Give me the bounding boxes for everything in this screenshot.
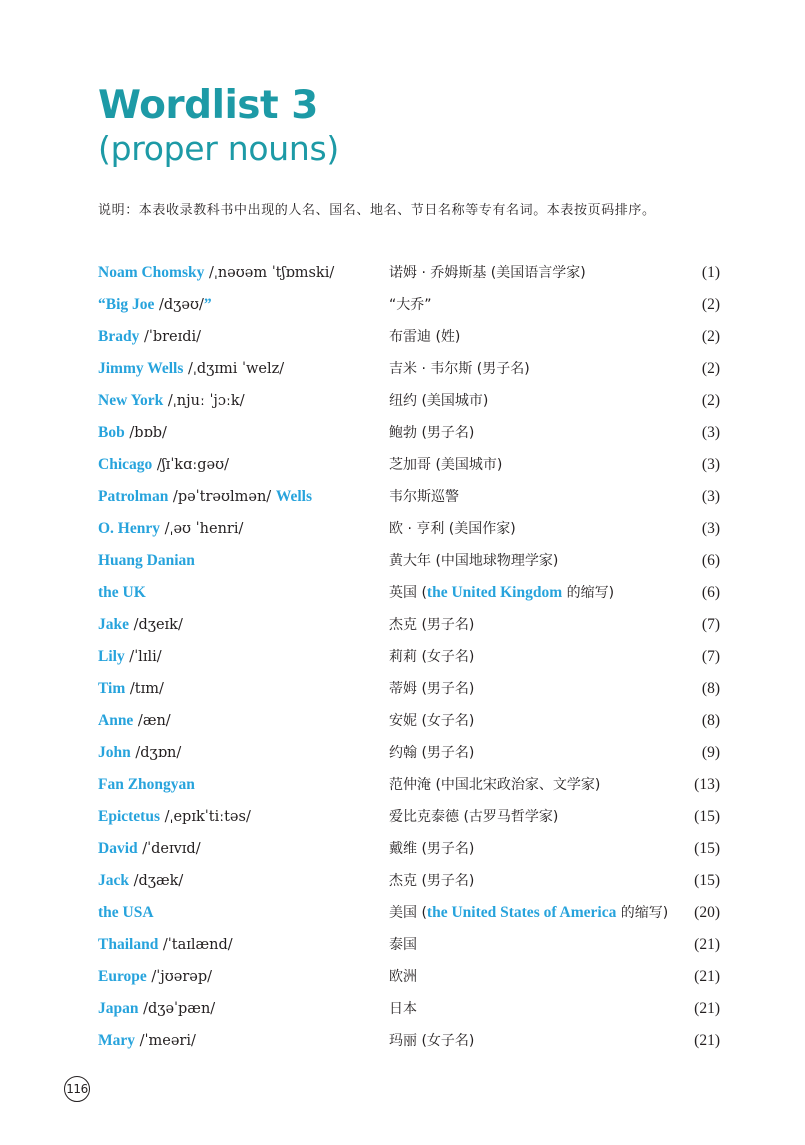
chinese-gloss [389,833,474,865]
gloss-text: 布雷迪 (姓) [389,329,461,345]
page-reference: (3) [701,488,720,505]
english-term [98,833,201,865]
gloss-highlight: the United Kingdom [426,584,563,601]
english-term [98,481,312,513]
gloss-text: 英国 ( [389,585,427,601]
phonetic: /ˈdeɪvɪd/ [137,841,201,857]
page-reference: (3) [701,424,720,441]
english-term [98,353,284,385]
headword: Jack [98,872,129,889]
english-term [98,673,164,705]
wordlist-entry [98,801,720,833]
page-reference: (2) [701,360,720,377]
english-term [98,993,215,1025]
page-reference: (21) [694,936,720,953]
page-reference: (6) [701,552,720,569]
phonetic: /ˌnjuː ˈjɔːk/ [163,393,245,409]
page-reference: (15) [694,808,720,825]
chinese-gloss [389,513,516,545]
english-term [98,609,183,641]
phonetic: /ˈbreɪdi/ [139,329,202,345]
chinese-gloss [389,865,474,897]
phonetic: /ˌəʊ ˈhenri/ [160,521,244,537]
gloss-text: 纽约 (美国城市) [389,393,489,409]
wordlist-entry [98,577,720,609]
chinese-gloss [389,673,474,705]
chinese-gloss [389,993,417,1025]
wordlist-entry [98,321,720,353]
page-reference: (21) [694,1000,720,1017]
gloss-text: 欧 · 亨利 (美国作家) [389,521,516,537]
english-term [98,865,183,897]
headword: Epictetus [98,808,160,825]
headword: Thailand [98,936,159,953]
english-term [98,801,251,833]
headword: Anne [98,712,134,729]
page-reference: (7) [701,648,720,665]
phonetic: /tɪm/ [125,681,164,697]
phonetic: /dʒəˈpæn/ [138,1001,216,1017]
gloss-text: 安妮 (女子名) [389,713,475,729]
english-term [98,257,334,289]
page-reference: (6) [701,584,720,601]
chinese-gloss [389,321,460,353]
page-reference: (13) [694,776,720,793]
headword: Bob [98,424,125,441]
chinese-gloss [389,577,614,609]
gloss-text: 蒂姆 (男子名) [389,681,475,697]
gloss-text: 诺姆 · 乔姆斯基 (美国语言学家) [389,265,586,281]
wordlist-entry [98,897,720,929]
page-subtitle: (proper nouns) [98,129,339,168]
wordlist-entry [98,481,720,513]
page-reference: (2) [701,328,720,345]
wordlist-entry [98,705,720,737]
page-reference: (3) [701,456,720,473]
page-reference: (15) [694,840,720,857]
chinese-gloss [389,897,668,929]
headword: Jake [98,616,129,633]
chinese-gloss [389,769,600,801]
wordlist-entry [98,545,720,577]
page-reference: (9) [701,744,720,761]
chinese-gloss [389,289,432,321]
headword: Patrolman [98,488,169,505]
english-term [98,705,171,737]
wordlist-entry [98,929,720,961]
phonetic: /ˈlɪli/ [124,649,162,665]
phonetic: /bɒb/ [124,425,167,441]
english-term [98,897,154,929]
chinese-gloss [389,609,474,641]
gloss-text: 戴维 (男子名) [389,841,475,857]
headword: Jimmy Wells [98,360,184,377]
headword: Europe [98,968,147,985]
phonetic: /dʒeɪk/ [129,617,183,633]
gloss-highlight: the United States of America [426,904,617,921]
wordlist-entry [98,641,720,673]
chinese-gloss [389,385,488,417]
wordlist-entry [98,257,720,289]
wordlist-entry [98,513,720,545]
phonetic: /ˌdʒɪmi ˈwelz/ [183,361,285,377]
gloss-suffix: 的缩写) [616,905,669,921]
page-reference: (2) [701,296,720,313]
gloss-text: 芝加哥 (美国城市) [389,457,503,473]
gloss-suffix: 的缩写) [562,585,615,601]
headword: Brady [98,328,140,345]
page-reference: (8) [701,712,720,729]
wordlist-entry [98,289,720,321]
english-term [98,1025,196,1057]
wordlist-entry [98,385,720,417]
headword: Huang Danian [98,552,195,569]
chinese-gloss [389,929,417,961]
page-reference: (21) [694,1032,720,1049]
wordlist-entry [98,769,720,801]
headword: Japan [98,1000,139,1017]
page-reference: (2) [701,392,720,409]
page-reference: (8) [701,680,720,697]
chinese-gloss [389,961,417,993]
gloss-text: 约翰 (男子名) [389,745,475,761]
wordlist-entry [98,737,720,769]
wordlist-entry [98,609,720,641]
headword: the USA [98,904,154,921]
phonetic: /dʒəʊ/ [154,297,204,313]
headword: New York [98,392,164,409]
gloss-text: 黄大年 (中国地球物理学家) [389,553,559,569]
headword: “Big Joe [98,296,155,313]
gloss-text: 鲍勃 (男子名) [389,425,475,441]
page-reference: (20) [694,904,720,921]
phonetic: /æn/ [133,713,171,729]
gloss-text: 欧洲 [389,969,417,985]
wordlist-entry [98,449,720,481]
chinese-gloss [389,705,474,737]
phonetic: /ˈmeəri/ [135,1033,196,1049]
wordlist-entry [98,961,720,993]
gloss-text: 日本 [389,1001,417,1017]
chinese-gloss [389,417,474,449]
page-title: Wordlist 3 [98,83,318,128]
page-reference: (7) [701,616,720,633]
headword: John [98,744,131,761]
headword: Lily [98,648,125,665]
headword: Mary [98,1032,136,1049]
english-term [98,321,201,353]
chinese-gloss [389,353,530,385]
phonetic: /ʃɪˈkɑːgəʊ/ [152,457,229,473]
gloss-text: 范仲淹 (中国北宋政治家、文学家) [389,777,601,793]
english-term [98,577,146,609]
english-term [98,961,212,993]
wordlist-entry [98,865,720,897]
headword: O. Henry [98,520,160,537]
gloss-text: 吉米 · 韦尔斯 (男子名) [389,361,530,377]
headword: David [98,840,138,857]
wordlist [98,257,720,1057]
gloss-text: 玛丽 (女子名) [389,1033,475,1049]
chinese-gloss [389,257,586,289]
gloss-text: 爱比克泰德 (古罗马哲学家) [389,809,559,825]
gloss-text: “大乔” [389,297,432,313]
english-term [98,449,229,481]
phonetic: /pəˈtrəʊlmən/ [168,489,276,505]
english-term [98,641,162,673]
english-term [98,385,245,417]
wordlist-entry [98,417,720,449]
wordlist-entry [98,1025,720,1057]
phonetic: /ˈjʊərəp/ [146,969,213,985]
headword: Tim [98,680,126,697]
english-term [98,545,195,577]
page-reference: (1) [701,264,720,281]
english-term [98,769,195,801]
chinese-gloss [389,801,558,833]
english-term [98,289,212,321]
headword-suffix: Wells [275,488,312,505]
phonetic: /ˌepɪkˈtiːtəs/ [160,809,251,825]
phonetic: /dʒæk/ [129,873,184,889]
phonetic: /ˌnəʊəm ˈtʃɒmski/ [204,265,335,281]
page-reference: (15) [694,872,720,889]
gloss-text: 杰克 (男子名) [389,873,475,889]
chinese-gloss [389,449,502,481]
page-number-badge: 116 [64,1076,90,1102]
headword: Chicago [98,456,153,473]
english-term [98,417,167,449]
chinese-gloss [389,641,474,673]
english-term [98,737,181,769]
chinese-gloss [389,545,558,577]
wordlist-entry [98,673,720,705]
wordlist-entry [98,833,720,865]
gloss-text: 泰国 [389,937,417,953]
wordlist-entry [98,353,720,385]
headword: Noam Chomsky [98,264,205,281]
gloss-text: 美国 ( [389,905,427,921]
headword-suffix: ” [203,296,212,313]
gloss-text: 韦尔斯巡警 [389,489,459,505]
english-term [98,929,233,961]
headword: Fan Zhongyan [98,776,195,793]
gloss-text: 杰克 (男子名) [389,617,475,633]
wordlist-entry [98,993,720,1025]
gloss-text: 莉莉 (女子名) [389,649,475,665]
chinese-gloss [389,481,459,513]
page-reference: (3) [701,520,720,537]
phonetic: /ˈtaɪlænd/ [158,937,233,953]
chinese-gloss [389,737,474,769]
chinese-gloss [389,1025,474,1057]
english-term [98,513,243,545]
phonetic: /dʒɒn/ [130,745,182,761]
explanatory-note: 说明：本表收录教科书中出现的人名、国名、地名、节日名称等专有名词。本表按页码排序。 [98,203,656,218]
page-reference: (21) [694,968,720,985]
headword: the UK [98,584,146,601]
